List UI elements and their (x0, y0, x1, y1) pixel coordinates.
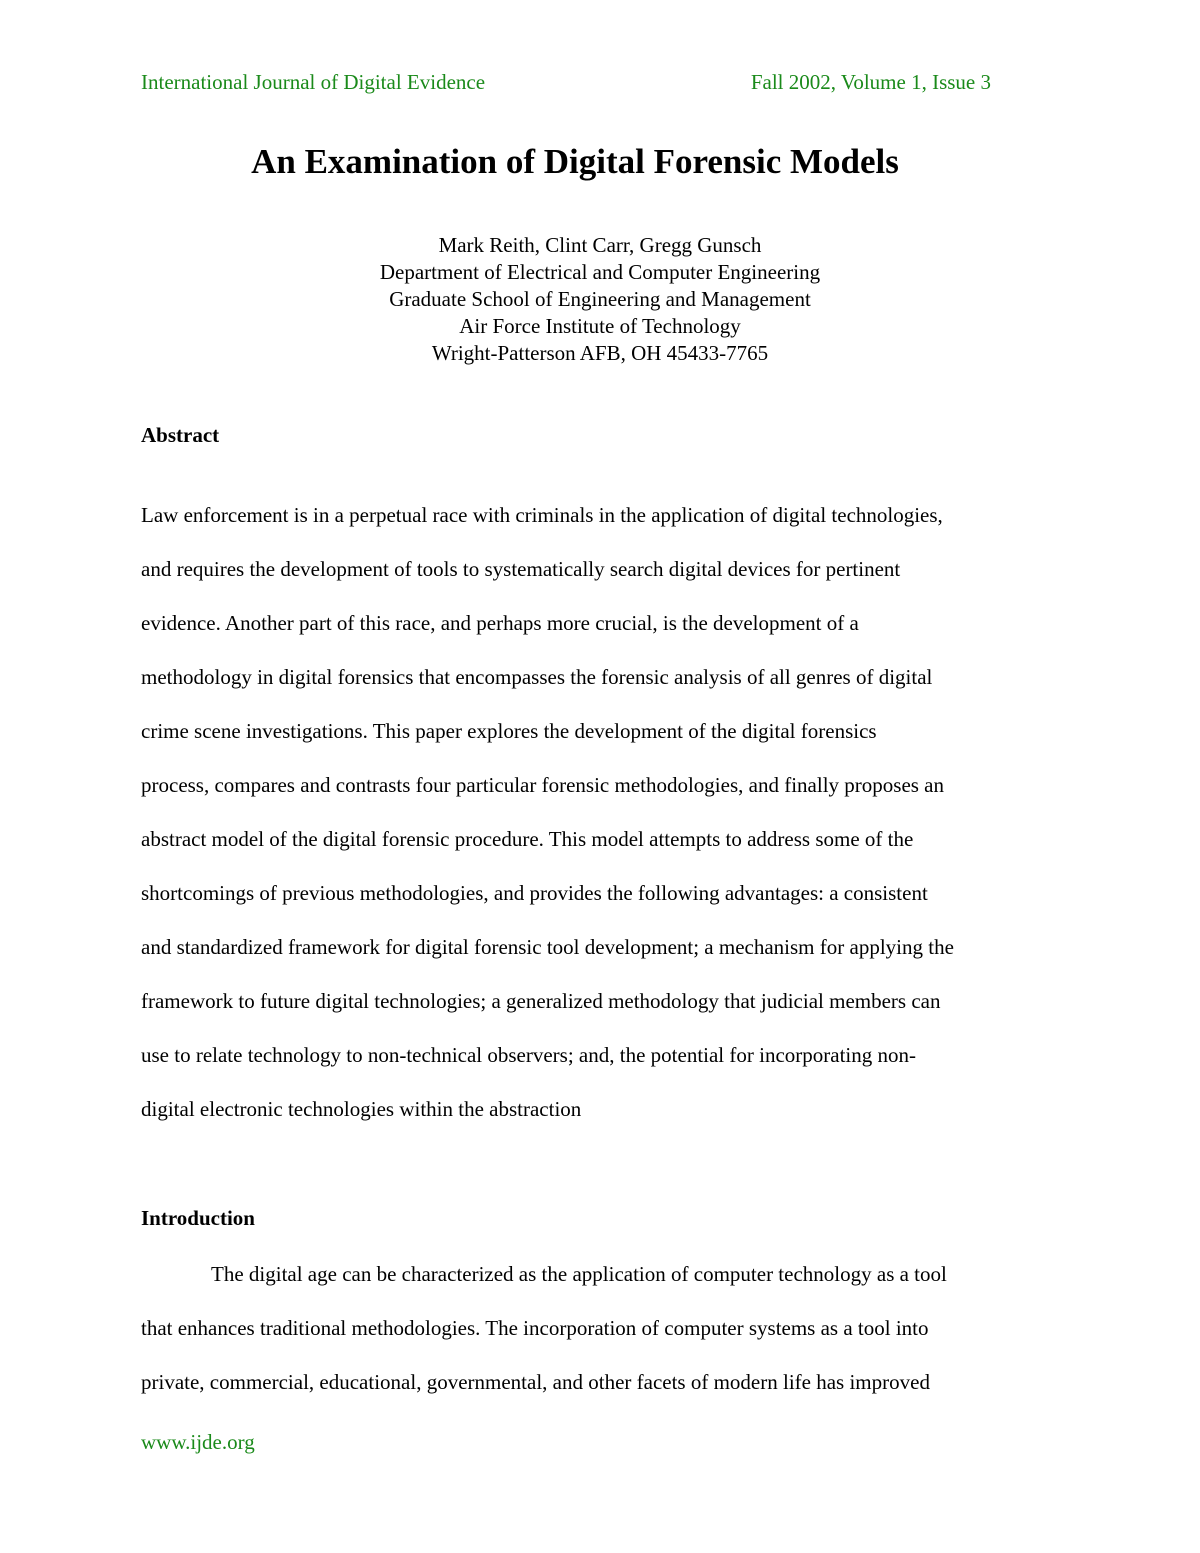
issue-info: Fall 2002, Volume 1, Issue 3 (750, 70, 991, 94)
abstract-line: process, compares and contrasts four particular forensic methodologies, and finally proposes an (141, 773, 945, 797)
introduction-line: private, commercial, educational, governmental, and other facets of modern life has improved (141, 1370, 930, 1394)
abstract-line: framework to future digital technologies; a generalized methodology that judicial members can (141, 989, 941, 1013)
abstract-line: and requires the development of tools to systematically search digital devices for pertinent (141, 557, 901, 581)
author-department: Department of Electrical and Computer Engineering (379, 260, 821, 284)
author-block (0, 232, 1200, 367)
abstract-line: digital electronic technologies within the abstraction (141, 1097, 582, 1121)
abstract-line: evidence. Another part of this race, and perhaps more crucial, is the development of a (141, 611, 859, 635)
introduction-heading: Introduction (141, 1206, 255, 1230)
footer-url: www.ijde.org (141, 1430, 255, 1454)
introduction-line: The digital age can be characterized as the application of computer technology as a tool (211, 1262, 947, 1286)
abstract-heading: Abstract (141, 423, 220, 447)
journal-name: International Journal of Digital Evidence (141, 70, 486, 94)
abstract-line: abstract model of the digital forensic procedure. This model attempts to address some of the (141, 827, 914, 851)
introduction-line: that enhances traditional methodologies. The incorporation of computer systems as a tool into (141, 1316, 929, 1340)
abstract-line: methodology in digital forensics that encompasses the forensic analysis of all genres of digital (141, 665, 933, 689)
author-school: Graduate School of Engineering and Management (389, 287, 811, 311)
abstract-line: and standardized framework for digital forensic tool development; a mechanism for applying the (141, 935, 954, 959)
abstract-line: crime scene investigations. This paper explores the development of the digital forensics (141, 719, 877, 743)
author-address: Wright-Patterson AFB, OH 45433-7765 (431, 341, 769, 365)
author-institute: Air Force Institute of Technology (459, 314, 741, 338)
abstract-line: shortcomings of previous methodologies, and provides the following advantages: a consistent (141, 881, 928, 905)
running-header (141, 70, 991, 100)
abstract-line: Law enforcement is in a perpetual race with criminals in the application of digital technologies, (141, 503, 943, 527)
author-names: Mark Reith, Clint Carr, Gregg Gunsch (438, 233, 762, 257)
paper-title: An Examination of Digital Forensic Models (251, 142, 899, 181)
abstract-line: use to relate technology to non-technical observers; and, the potential for incorporating non- (141, 1043, 917, 1067)
